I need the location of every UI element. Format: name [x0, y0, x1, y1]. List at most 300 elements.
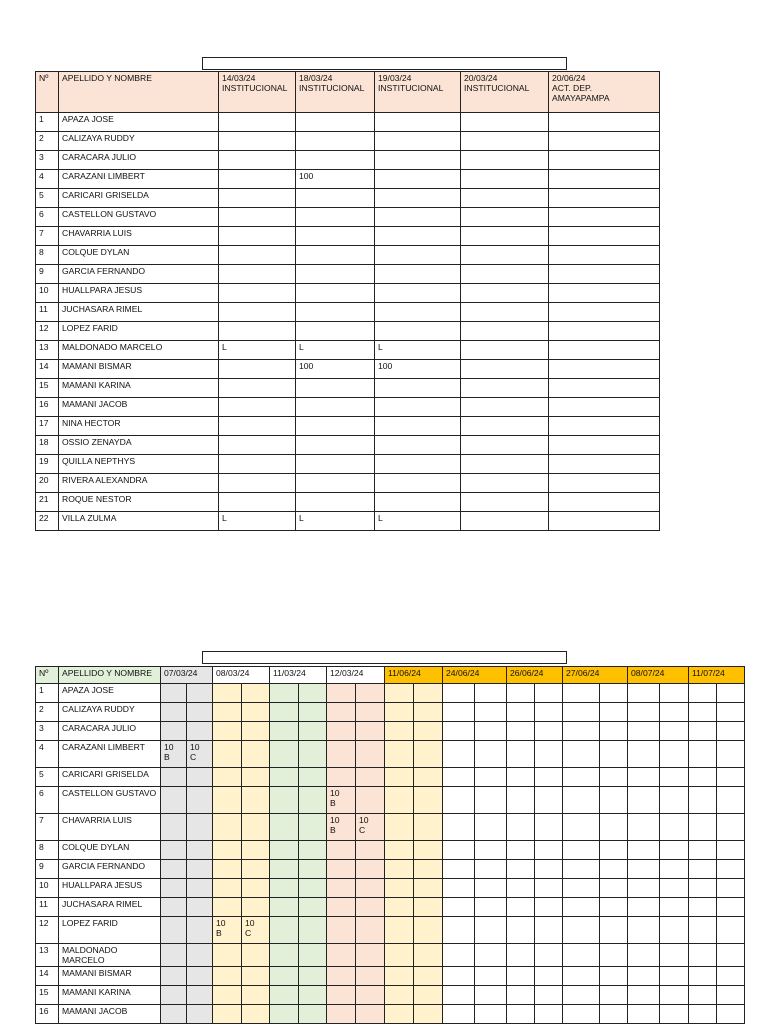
grade-cell [219, 208, 296, 227]
grade-cell [507, 787, 535, 814]
student-name: CARICARI GRISELDA [59, 768, 161, 787]
grade-cell [213, 898, 242, 917]
grade-cell [356, 1005, 385, 1024]
grade-cell [660, 917, 689, 944]
grade-cell [600, 768, 628, 787]
grade-cell [549, 379, 660, 398]
grade-cell [443, 944, 475, 967]
table-row [36, 722, 745, 741]
grade-cell [461, 170, 549, 189]
table-row [36, 898, 745, 917]
grade-cell [628, 703, 660, 722]
grade-cell [385, 917, 414, 944]
grade-cell [660, 703, 689, 722]
grade-cell [600, 967, 628, 986]
grade-cell [535, 860, 563, 879]
table-row [36, 768, 745, 787]
grade-cell [563, 860, 600, 879]
grade-cell [443, 967, 475, 986]
grade-cell [414, 917, 443, 944]
header-row [36, 72, 660, 113]
grade-cell [535, 787, 563, 814]
row-number: 11 [36, 898, 59, 917]
table-row [36, 151, 660, 170]
grade-cell [213, 787, 242, 814]
grade-cell [187, 967, 213, 986]
grade-cell [299, 1005, 327, 1024]
header-date-2: 18/03/24 INSTITUCIONAL [296, 72, 375, 113]
grade-cell [299, 814, 327, 841]
grade-cell [327, 967, 356, 986]
grade-cell [660, 768, 689, 787]
grade-cell [299, 917, 327, 944]
grade-cell [375, 189, 461, 208]
row-number: 8 [36, 246, 59, 265]
grade-cell [213, 879, 242, 898]
grade-cell [549, 303, 660, 322]
row-number: 7 [36, 814, 59, 841]
grade-cell [242, 787, 270, 814]
row-number: 5 [36, 768, 59, 787]
grade-cell [600, 917, 628, 944]
row-number: 12 [36, 322, 59, 341]
grade-cell [535, 741, 563, 768]
grade-cell [375, 303, 461, 322]
grade-cell [161, 1005, 187, 1024]
grade-cell [219, 322, 296, 341]
table-row [36, 265, 660, 284]
grade-cell [242, 898, 270, 917]
grade-cell [717, 986, 745, 1005]
header-num: Nº [36, 72, 59, 113]
grade-cell [717, 703, 745, 722]
grade-cell [187, 879, 213, 898]
table-row [36, 284, 660, 303]
table-row [36, 703, 745, 722]
grade-cell [161, 986, 187, 1005]
grade-cell [461, 379, 549, 398]
grade-cell [296, 113, 375, 132]
student-name: MAMANI JACOB [59, 398, 219, 417]
grade-cell [443, 684, 475, 703]
grade-cell [717, 684, 745, 703]
grade-cell [461, 341, 549, 360]
grade-cell [296, 208, 375, 227]
grade-cell [660, 841, 689, 860]
header-date: 26/06/24 [507, 667, 563, 684]
grade-cell [443, 787, 475, 814]
grade-cell [549, 322, 660, 341]
grade-cell [296, 322, 375, 341]
grade-cell [660, 741, 689, 768]
grade-cell [414, 684, 443, 703]
grade-cell [475, 917, 507, 944]
row-number: 4 [36, 741, 59, 768]
grade-cell [414, 722, 443, 741]
grade-cell [475, 722, 507, 741]
grade-cell [270, 898, 299, 917]
row-number: 12 [36, 917, 59, 944]
grade-cell: L [219, 341, 296, 360]
top-grade-table [35, 71, 660, 531]
grade-cell [213, 967, 242, 986]
grade-cell [689, 1005, 717, 1024]
grade-cell [299, 967, 327, 986]
grade-cell [219, 265, 296, 284]
grade-cell [296, 379, 375, 398]
grade-cell [507, 860, 535, 879]
grade-cell [535, 898, 563, 917]
grade-cell [660, 967, 689, 986]
grade-cell [356, 944, 385, 967]
grade-cell [600, 986, 628, 1005]
grade-cell [689, 814, 717, 841]
grade-cell [660, 814, 689, 841]
grade-cell [327, 917, 356, 944]
grade-cell [549, 170, 660, 189]
row-number: 9 [36, 860, 59, 879]
grade-cell [717, 787, 745, 814]
grade-cell [187, 703, 213, 722]
student-name: MAMANI JACOB [59, 1005, 161, 1024]
grade-cell [443, 741, 475, 768]
grade-cell [327, 860, 356, 879]
grade-cell [242, 703, 270, 722]
grade-cell [689, 841, 717, 860]
header-row [36, 667, 745, 684]
grade-cell [461, 512, 549, 531]
grade-cell [689, 741, 717, 768]
table-row [36, 246, 660, 265]
grade-cell [296, 265, 375, 284]
grade-cell [660, 722, 689, 741]
grade-cell [299, 787, 327, 814]
grade-cell [628, 814, 660, 841]
grade-cell [375, 284, 461, 303]
grade-cell [242, 684, 270, 703]
grade-cell [443, 898, 475, 917]
grade-cell [385, 814, 414, 841]
grade-cell [327, 841, 356, 860]
grade-cell [187, 898, 213, 917]
grade-cell [717, 879, 745, 898]
grade-cell [563, 917, 600, 944]
grade-cell [563, 741, 600, 768]
row-number: 18 [36, 436, 59, 455]
grade-cell [507, 814, 535, 841]
grade-cell [535, 944, 563, 967]
grade-cell [507, 684, 535, 703]
grade-cell [296, 398, 375, 417]
grade-cell [507, 703, 535, 722]
grade-cell [414, 841, 443, 860]
row-number: 8 [36, 841, 59, 860]
row-number: 7 [36, 227, 59, 246]
grade-cell [187, 841, 213, 860]
grade-cell [689, 917, 717, 944]
grade-cell [461, 398, 549, 417]
grade-cell [461, 436, 549, 455]
grade-cell [414, 787, 443, 814]
row-number: 21 [36, 493, 59, 512]
grade-cell [187, 917, 213, 944]
grade-cell [443, 768, 475, 787]
grade-cell [219, 474, 296, 493]
grade-cell [563, 703, 600, 722]
grade-cell [161, 860, 187, 879]
student-name: VILLA ZULMA [59, 512, 219, 531]
grade-cell [443, 917, 475, 944]
grade-cell [600, 814, 628, 841]
grade-cell: 10 B [327, 814, 356, 841]
grade-cell [356, 841, 385, 860]
grade-cell [475, 986, 507, 1005]
grade-cell [270, 741, 299, 768]
grade-cell [219, 227, 296, 246]
grade-cell [628, 860, 660, 879]
table-row [36, 360, 660, 379]
grade-cell [385, 741, 414, 768]
grade-cell [327, 1005, 356, 1024]
grade-cell [219, 170, 296, 189]
grade-cell [242, 722, 270, 741]
student-name: LOPEZ FARID [59, 917, 161, 944]
table-row [36, 436, 660, 455]
grade-cell [443, 814, 475, 841]
grade-cell [549, 360, 660, 379]
grade-cell [356, 684, 385, 703]
grade-cell [385, 898, 414, 917]
bottom-grade-table [35, 666, 745, 1024]
grade-cell: 10 B [213, 917, 242, 944]
student-name: HUALLPARA JESUS [59, 284, 219, 303]
grade-cell [628, 986, 660, 1005]
grade-cell [385, 944, 414, 967]
row-number: 1 [36, 113, 59, 132]
grade-cell [219, 398, 296, 417]
grade-cell [213, 741, 242, 768]
grade-cell [414, 860, 443, 879]
grade-cell [461, 208, 549, 227]
grade-cell [628, 684, 660, 703]
student-name: MAMANI BISMAR [59, 967, 161, 986]
student-name: GARCIA FERNANDO [59, 265, 219, 284]
grade-cell [549, 512, 660, 531]
student-name: OSSIO ZENAYDA [59, 436, 219, 455]
grade-cell [660, 860, 689, 879]
student-name: CALIZAYA RUDDY [59, 132, 219, 151]
grade-cell [187, 787, 213, 814]
grade-cell [600, 684, 628, 703]
grade-cell: L [296, 512, 375, 531]
grade-cell [660, 684, 689, 703]
table-row [36, 944, 745, 967]
header-name: APELLIDO Y NOMBRE [59, 72, 219, 113]
grade-cell [535, 879, 563, 898]
grade-cell [219, 246, 296, 265]
row-number: 6 [36, 208, 59, 227]
grade-cell [356, 986, 385, 1005]
grade-cell [461, 151, 549, 170]
grade-cell [219, 113, 296, 132]
grade-cell [327, 944, 356, 967]
grade-cell [385, 860, 414, 879]
grade-cell [628, 967, 660, 986]
grade-cell [549, 341, 660, 360]
grade-cell: L [219, 512, 296, 531]
grade-cell [299, 841, 327, 860]
grade-cell [475, 741, 507, 768]
grade-cell [242, 768, 270, 787]
grade-cell [717, 860, 745, 879]
grade-cell [414, 898, 443, 917]
grade-cell [356, 768, 385, 787]
table-row [36, 787, 745, 814]
grade-cell [461, 246, 549, 265]
student-name: LOPEZ FARID [59, 322, 219, 341]
grade-cell [219, 417, 296, 436]
header-date: 08/03/24 [213, 667, 270, 684]
grade-cell [414, 967, 443, 986]
header-date: 11/03/24 [270, 667, 327, 684]
grade-cell [299, 768, 327, 787]
grade-cell: 10 B [161, 741, 187, 768]
grade-cell: L [296, 341, 375, 360]
row-number: 2 [36, 703, 59, 722]
header-date: 07/03/24 [161, 667, 213, 684]
grade-cell [689, 703, 717, 722]
grade-cell [660, 787, 689, 814]
grade-cell [356, 860, 385, 879]
grade-cell [563, 967, 600, 986]
grade-cell [219, 132, 296, 151]
grade-cell [219, 151, 296, 170]
grade-cell [270, 814, 299, 841]
grade-cell [414, 879, 443, 898]
grade-cell: 100 [296, 360, 375, 379]
grade-cell [507, 967, 535, 986]
grade-cell [356, 741, 385, 768]
grade-cell [270, 768, 299, 787]
grade-cell [356, 917, 385, 944]
grade-cell [600, 703, 628, 722]
grade-cell [717, 967, 745, 986]
grade-cell: 10 B [327, 787, 356, 814]
header-date-5: 20/06/24 ACT. DEP. AMAYAPAMPA [549, 72, 660, 113]
grade-cell [535, 768, 563, 787]
row-number: 16 [36, 1005, 59, 1024]
grade-cell [213, 1005, 242, 1024]
student-name: CARAZANI LIMBERT [59, 741, 161, 768]
grade-cell [161, 722, 187, 741]
header-date: 12/03/24 [327, 667, 385, 684]
grade-cell [327, 684, 356, 703]
grade-cell [475, 898, 507, 917]
grade-cell [187, 684, 213, 703]
grade-cell [549, 132, 660, 151]
grade-cell: 10 C [356, 814, 385, 841]
grade-cell [717, 944, 745, 967]
header-date-1: 14/03/24 INSTITUCIONAL [219, 72, 296, 113]
grade-cell [385, 879, 414, 898]
grade-cell [507, 898, 535, 917]
grade-cell [270, 860, 299, 879]
grade-cell [213, 986, 242, 1005]
grade-cell [535, 917, 563, 944]
grade-cell [414, 986, 443, 1005]
grade-cell [475, 841, 507, 860]
grade-cell [375, 246, 461, 265]
grade-cell [375, 455, 461, 474]
grade-cell [628, 898, 660, 917]
grade-cell [327, 768, 356, 787]
row-number: 15 [36, 379, 59, 398]
grade-cell [270, 684, 299, 703]
grade-cell [242, 1005, 270, 1024]
row-number: 6 [36, 787, 59, 814]
grade-cell [628, 722, 660, 741]
student-name: NINA HECTOR [59, 417, 219, 436]
grade-cell [270, 703, 299, 722]
grade-cell [475, 967, 507, 986]
grade-cell [385, 722, 414, 741]
student-name: CHAVARRIA LUIS [59, 227, 219, 246]
grade-cell [242, 944, 270, 967]
grade-cell [270, 841, 299, 860]
grade-cell [296, 284, 375, 303]
row-number: 4 [36, 170, 59, 189]
table-row [36, 455, 660, 474]
grade-cell [461, 455, 549, 474]
grade-cell [549, 474, 660, 493]
grade-cell [270, 879, 299, 898]
grade-cell [219, 284, 296, 303]
grade-cell [563, 841, 600, 860]
row-number: 16 [36, 398, 59, 417]
grade-cell [187, 814, 213, 841]
grade-cell [475, 684, 507, 703]
grade-cell [296, 303, 375, 322]
grade-cell [270, 722, 299, 741]
row-number: 2 [36, 132, 59, 151]
grade-cell [660, 898, 689, 917]
grade-cell [327, 722, 356, 741]
grade-cell [327, 986, 356, 1005]
grade-cell [535, 722, 563, 741]
student-name: GARCIA FERNANDO [59, 860, 161, 879]
grade-cell [414, 741, 443, 768]
grade-cell [563, 814, 600, 841]
grade-cell [717, 917, 745, 944]
student-name: JUCHASARA RIMEL [59, 898, 161, 917]
grade-cell [161, 787, 187, 814]
row-number: 14 [36, 967, 59, 986]
student-name: APAZA JOSE [59, 113, 219, 132]
grade-cell [187, 722, 213, 741]
grade-cell [660, 879, 689, 898]
grade-cell [689, 879, 717, 898]
grade-cell [443, 703, 475, 722]
grade-cell [600, 741, 628, 768]
grade-cell [507, 986, 535, 1005]
grade-cell [213, 860, 242, 879]
grade-cell [507, 722, 535, 741]
grade-cell [385, 768, 414, 787]
grade-cell [296, 455, 375, 474]
grade-cell [356, 879, 385, 898]
student-name: CARAZANI LIMBERT [59, 170, 219, 189]
grade-cell [535, 814, 563, 841]
